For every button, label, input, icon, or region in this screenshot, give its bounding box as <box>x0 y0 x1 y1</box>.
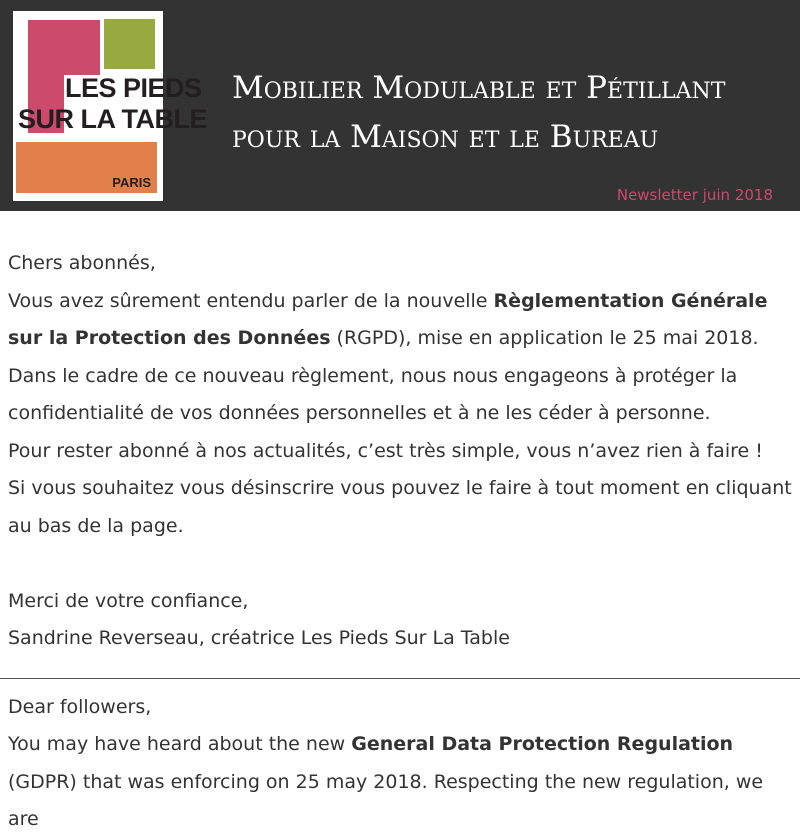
french-closing: Merci de votre confiance, <box>8 589 249 612</box>
newsletter-date: Newsletter juin 2018 <box>616 186 773 204</box>
french-paragraph-1 <box>8 283 792 433</box>
logo-text-line2: SUR LA TABLE <box>18 104 207 134</box>
english-greeting: Dear followers, <box>8 695 152 718</box>
english-p1-start: You may have heard about the new <box>8 733 352 755</box>
title-line-1: Mobilier Modulable et Pétillant <box>232 70 726 106</box>
english-message <box>0 679 800 839</box>
english-p1-end: (GDPR) that was enforcing on 25 may 2018. Respecting the new regulation, we are <box>8 770 764 830</box>
french-greeting: Chers abonnés, <box>8 252 156 274</box>
french-p1-end: (RGPD), mise en application le 25 mai 2018. Dans le cadre de ce nouveau règlement, nous nous engageons à protéger la confidentialité de vos données personnelles et à ne les céder à personne. <box>8 327 759 424</box>
french-paragraph-3: Si vous souhaitez vous désinscrire vous pouvez le faire à tout moment en cliquant au bas de la page. <box>8 477 792 537</box>
logo-text-line1: LES PIEDS <box>65 73 202 103</box>
newsletter-header <box>0 0 800 211</box>
logo-green-block <box>104 19 155 69</box>
logo-city: PARIS <box>112 175 151 190</box>
french-p1-start: Vous avez sûrement entendu parler de la nouvelle <box>8 289 494 312</box>
brand-logo[interactable] <box>13 11 207 201</box>
french-signature: Sandrine Reverseau, créatrice Les Pieds Sur La Table <box>8 627 510 649</box>
logo-pink-block <box>28 20 100 75</box>
french-p1-bold: Règlementation Générale sur la Protection des Données <box>8 289 768 349</box>
newsletter-title <box>232 64 732 162</box>
title-line-2: pour la Maison et le Bureau <box>232 119 659 155</box>
french-paragraph-2: Pour rester abonné à nos actualités, c’est très simple, vous n’avez rien à faire ! <box>8 439 763 462</box>
spacer <box>8 545 792 583</box>
english-paragraph-1 <box>8 726 792 839</box>
english-p1-bold: General Data Protection Regulation <box>351 733 734 755</box>
french-message <box>0 211 800 658</box>
